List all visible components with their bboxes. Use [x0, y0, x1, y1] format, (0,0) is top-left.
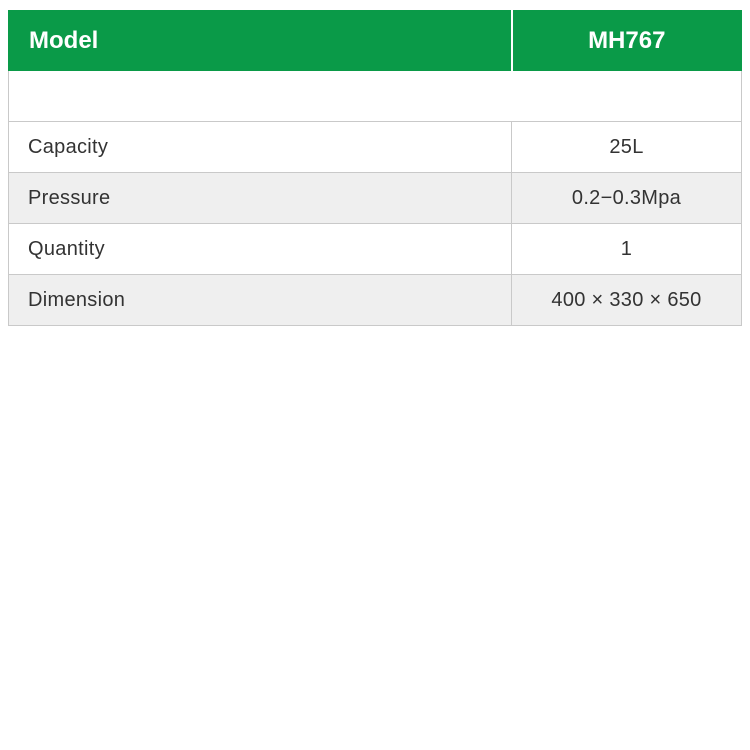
header-spacer: [9, 71, 742, 122]
dimension-label: Dimension: [9, 275, 512, 326]
pressure-label: Pressure: [9, 173, 512, 224]
spacer-cell: [9, 71, 742, 122]
pressure-value: 0.2−0.3Mpa: [512, 173, 742, 224]
spec-table: [8, 10, 742, 326]
table-row-pressure: [9, 173, 742, 224]
table-row-quantity: [9, 224, 742, 275]
quantity-value: 1: [512, 224, 742, 275]
table-header-row: [9, 11, 742, 71]
table-row-capacity: [9, 122, 742, 173]
header-model-value: MH767: [512, 11, 742, 71]
header-model-label: Model: [9, 11, 512, 71]
capacity-label: Capacity: [9, 122, 512, 173]
capacity-value: 25L: [512, 122, 742, 173]
quantity-label: Quantity: [9, 224, 512, 275]
table-row-dimension: [9, 275, 742, 326]
dimension-value: 400 × 330 × 650: [512, 275, 742, 326]
